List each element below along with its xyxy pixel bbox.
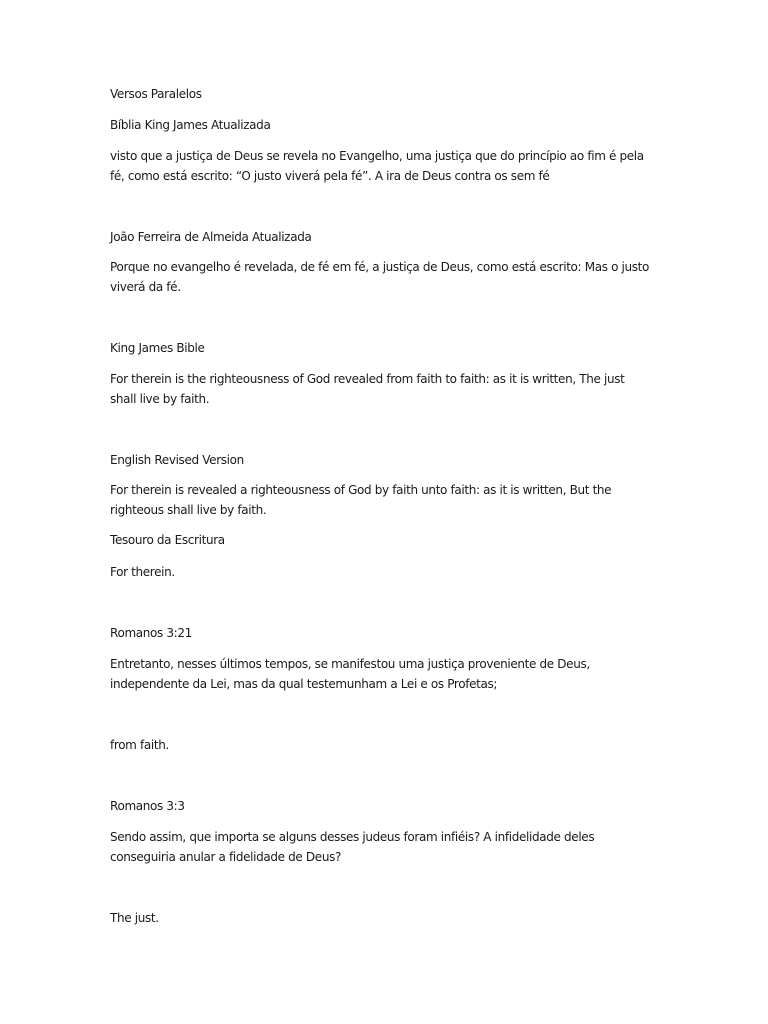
cross-reference-heading: Romanos 3:3: [110, 799, 185, 813]
version-heading: Bíblia King James Atualizada: [110, 118, 271, 132]
document-title: Versos Paralelos: [110, 87, 202, 101]
version-heading: King James Bible: [110, 341, 205, 355]
reference-text: from faith.: [110, 738, 169, 752]
verse-text: For therein is revealed a righteousness of God by faith unto faith: as it is written, But the righteous shall live by faith.: [110, 483, 612, 517]
section-heading: Tesouro da Escritura: [110, 533, 225, 547]
verse-text: Sendo assim, que importa se alguns desses judeus foram infiéis? A infidelidade deles conseguiria anular a fidelidade de Deus?: [110, 830, 595, 864]
reference-text: The just.: [110, 911, 159, 925]
verse-text: For therein is the righteousness of God revealed from faith to faith: as it is written, The just shall live by faith.: [110, 372, 625, 406]
verse-text: Porque no evangelho é revelada, de fé em fé, a justiça de Deus, como está escrito: Mas o justo viverá da fé.: [110, 260, 650, 294]
verse-text: visto que a justiça de Deus se revela no Evangelho, uma justiça que do princípio ao fim é pela fé, como está escrito: “O justo viverá pela fé”. A ira de Deus contra os sem fé: [110, 149, 644, 183]
version-heading: João Ferreira de Almeida Atualizada: [110, 230, 312, 244]
reference-text: For therein.: [110, 565, 175, 579]
cross-reference-heading: Romanos 3:21: [110, 626, 192, 640]
version-heading: English Revised Version: [110, 453, 244, 467]
verse-text: Entretanto, nesses últimos tempos, se manifestou uma justiça proveniente de Deus, independente da Lei, mas da qual testemunham a Lei e os Profetas;: [110, 657, 590, 691]
